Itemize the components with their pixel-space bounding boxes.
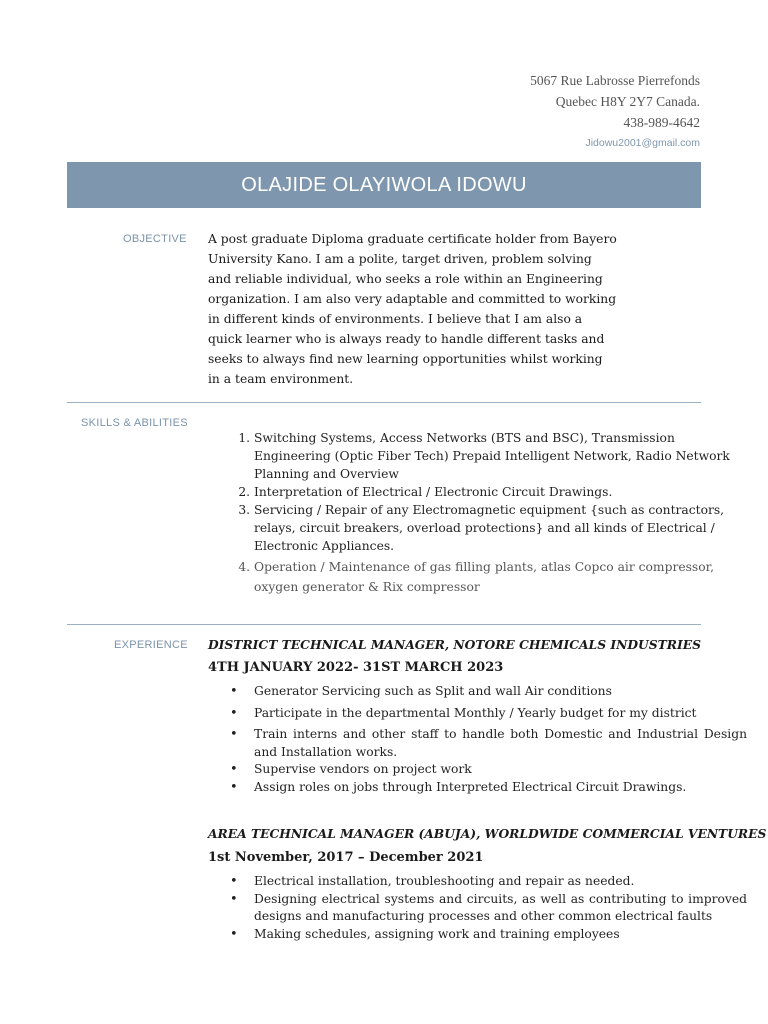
skill-item: 2. Interpretation of Electrical / Electronic Circuit Drawings.	[254, 483, 744, 501]
duty-item: • Designing electrical systems and circuits, as well as contributing to improved designs and manufacturing processes and other common electrical faults	[254, 891, 747, 926]
objective-heading: OBJECTIVE	[123, 233, 187, 245]
job-dates: 1st November, 2017 – December 2021	[208, 850, 484, 865]
name-banner	[67, 162, 701, 208]
duty-item: • Electrical installation, troubleshooting and repair as needed.	[254, 873, 747, 891]
job-dates: 4TH JANUARY 2022- 31ST MARCH 2023	[208, 660, 504, 675]
duty-item: • Making schedules, assigning work and training employees	[254, 926, 747, 944]
email-address[interactable]: Jidowu2001@gmail.com	[585, 137, 700, 149]
objective-text: A post graduate Diploma graduate certificate holder from Bayero University Kano. I am a polite, target driven, problem solving and reliable individual, who seeks a role within an Engineering organization. I am also very adaptable and committed to working in different kinds of environments. I believe that I am also a quick learner who is always ready to handle different tasks and seeks to always find new learning opportunities whilst working in a team environment.	[208, 232, 617, 386]
duty-item: • Generator Servicing such as Split and wall Air conditions	[254, 683, 747, 701]
skills-list	[208, 429, 744, 597]
section-divider	[67, 402, 701, 403]
duties-list	[208, 683, 747, 796]
skill-item: 3. Servicing / Repair of any Electromagnetic equipment {such as contractors, relays, circuit breakers, overload protections} and all kinds of Electrical / Electronic Appliances.	[254, 501, 744, 555]
duty-item: • Assign roles on jobs through Interpreted Electrical Circuit Drawings.	[254, 779, 747, 797]
experience-heading: EXPERIENCE	[114, 639, 188, 651]
duty-item: • Supervise vendors on project work	[254, 761, 747, 779]
address-street: 5067 Rue Labrosse Pierrefonds	[530, 73, 700, 88]
skills-heading: SKILLS & ABILITIES	[81, 417, 188, 429]
section-divider	[67, 624, 701, 625]
skill-item: 1. Switching Systems, Access Networks (BTS and BSC), Transmission Engineering (Optic Fiber Tech) Prepaid Intelligent Network, Radio Network Planning and Overview	[254, 429, 744, 483]
duty-item: • Train interns and other staff to handle both Domestic and Industrial Design and Installation works.	[254, 726, 747, 761]
phone-number: 438-989-4642	[623, 115, 700, 130]
duty-item: • Participate in the departmental Monthly / Yearly budget for my district	[254, 705, 747, 723]
duties-list	[208, 873, 747, 943]
job-title: AREA TECHNICAL MANAGER (ABUJA), WORLDWIDE COMMERCIAL VENTURES	[208, 826, 767, 841]
applicant-name: OLAJIDE OLAYIWOLA IDOWU	[241, 173, 527, 196]
skill-item: 4. Operation / Maintenance of gas filling plants, atlas Copco air compressor, oxygen generator & Rix compressor	[254, 557, 744, 597]
contact-block	[530, 70, 700, 154]
job-title: DISTRICT TECHNICAL MANAGER, NOTORE CHEMICALS INDUSTRIES	[208, 637, 702, 652]
address-city: Quebec H8Y 2Y7 Canada.	[555, 94, 700, 109]
